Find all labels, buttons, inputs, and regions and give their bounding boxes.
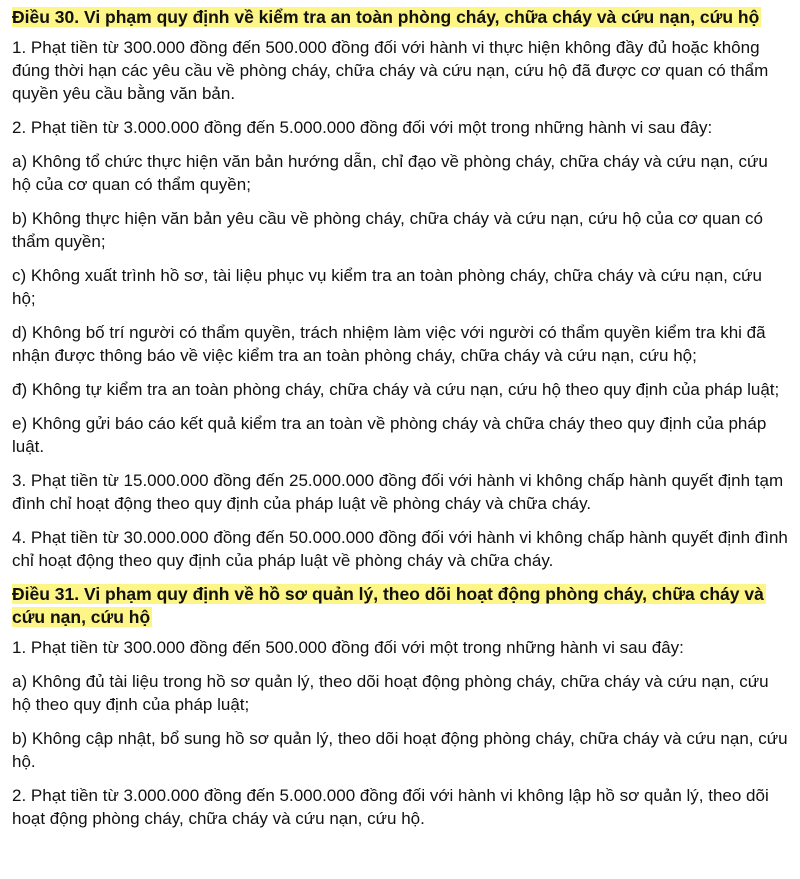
clause-2-point-dd: đ) Không tự kiểm tra an toàn phòng cháy, chữa cháy và cứu nạn, cứu hộ theo quy định của pháp luật; xyxy=(12,380,780,399)
clause-2-point-d: d) Không bố trí người có thẩm quyền, trách nhiệm làm việc với người có thẩm quyền kiểm tra khi đã nhận được thông báo về việc kiểm tra an toàn phòng cháy, chữa cháy và cứu nạn, cứu hộ; xyxy=(12,323,766,365)
clause-2: 2. Phạt tiền từ 3.000.000 đồng đến 5.000.000 đồng đối với một trong những hành vi sau đây: xyxy=(12,118,713,137)
highlighted-heading-text: Điều 31. Vi phạm quy định về hồ sơ quản lý, theo dõi hoạt động phòng cháy, chữa cháy và cứu nạn, cứu hộ xyxy=(12,584,764,627)
clause-4: 4. Phạt tiền từ 30.000.000 đồng đến 50.000.000 đồng đối với hành vi không chấp hành quyết định đình chỉ hoạt động theo quy định của pháp luật về phòng cháy và chữa cháy. xyxy=(12,528,788,570)
clause-1-point-a: a) Không đủ tài liệu trong hồ sơ quản lý, theo dõi hoạt động phòng cháy, chữa cháy và cứu nạn, cứu hộ theo quy định của pháp luật; xyxy=(12,672,769,714)
clause-1: 1. Phạt tiền từ 300.000 đồng đến 500.000 đồng đối với hành vi thực hiện không đầy đủ hoặc không đúng thời hạn các yêu cầu về phòng cháy, chữa cháy và cứu nạn, cứu hộ đã được cơ quan có thẩm quyền yêu cầu bằng văn bản. xyxy=(12,38,769,103)
highlighted-heading-text: Điều 30. Vi phạm quy định về kiểm tra an toàn phòng cháy, chữa cháy và cứu nạn, cứu hộ xyxy=(12,7,760,27)
clause-2-point-c: c) Không xuất trình hồ sơ, tài liệu phục vụ kiểm tra an toàn phòng cháy, chữa cháy và cứu nạn, cứu hộ; xyxy=(12,266,762,308)
clause-1-point-b: b) Không cập nhật, bổ sung hồ sơ quản lý, theo dõi hoạt động phòng cháy, chữa cháy và cứu nạn, cứu hộ. xyxy=(12,729,788,771)
clause-2-point-b: b) Không thực hiện văn bản yêu cầu về phòng cháy, chữa cháy và cứu nạn, cứu hộ của cơ quan có thẩm quyền; xyxy=(12,209,763,251)
article-heading xyxy=(12,583,788,629)
clause-1: 1. Phạt tiền từ 300.000 đồng đến 500.000 đồng đối với một trong những hành vi sau đây: xyxy=(12,638,684,657)
article-heading xyxy=(12,6,788,29)
clause-2-point-a: a) Không tổ chức thực hiện văn bản hướng dẫn, chỉ đạo về phòng cháy, chữa cháy và cứu nạn, cứu hộ của cơ quan có thẩm quyền; xyxy=(12,152,768,194)
clause-3: 3. Phạt tiền từ 15.000.000 đồng đến 25.000.000 đồng đối với hành vi không chấp hành quyết định tạm đình chỉ hoạt động theo quy định của pháp luật về phòng cháy và chữa cháy. xyxy=(12,471,784,513)
clause-2: 2. Phạt tiền từ 3.000.000 đồng đến 5.000.000 đồng đối với hành vi không lập hồ sơ quản lý, theo dõi hoạt động phòng cháy, chữa cháy và cứu nạn, cứu hộ. xyxy=(12,786,769,828)
clause-2-point-e: e) Không gửi báo cáo kết quả kiểm tra an toàn về phòng cháy và chữa cháy theo quy định của pháp luật. xyxy=(12,414,767,456)
article-30 xyxy=(12,6,788,572)
article-31 xyxy=(12,583,788,830)
